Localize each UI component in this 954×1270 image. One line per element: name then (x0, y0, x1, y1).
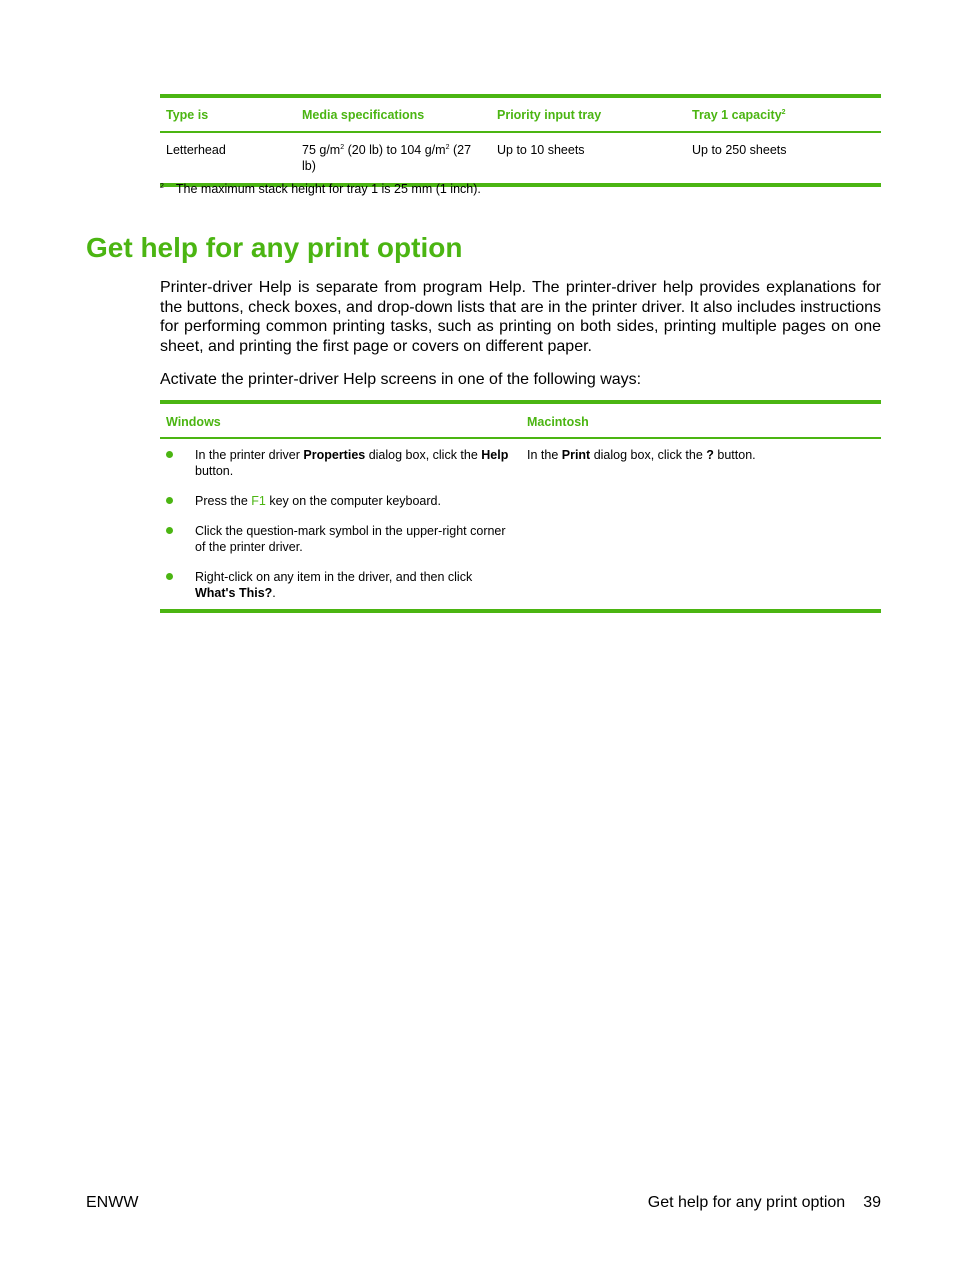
footer-left: ENWW (86, 1194, 139, 1211)
cell-media-spec: 75 $g/m^2$ (20 lb) to 104 $g/m^2$ (27 lb) (302, 143, 472, 173)
list-item: Press the F1 key on the computer keyboard. (166, 493, 515, 509)
section-title: Get help for any print option (86, 232, 463, 263)
bullet-icon (166, 527, 173, 534)
help-table-header (160, 402, 881, 438)
bullet-icon (166, 573, 173, 580)
list-item: Click the question-mark symbol in the upper-right corner of the printer driver. (166, 523, 515, 555)
header-windows: Windows (166, 415, 221, 429)
cell-tray1-capacity: Up to 250 sheets (692, 143, 787, 157)
activate-paragraph: Activate the printer-driver Help screens in one of the following ways: (160, 371, 642, 388)
header-priority-input-tray: Priority input tray (497, 108, 602, 122)
header-media-specifications: Media specifications (302, 108, 425, 122)
help-methods-table (160, 400, 881, 613)
footnote-number: 2 (160, 183, 164, 190)
windows-cell (160, 438, 521, 611)
list-item: Right-click on any item in the driver, and then click What's This?. (166, 569, 515, 601)
media-table (160, 94, 881, 187)
footer-section-title: Get help for any print option (647, 1194, 846, 1211)
list-item: In the printer driver Properties dialog box, click the Help button. (166, 447, 515, 479)
footnote (160, 179, 481, 197)
cell-priority-tray: Up to 10 sheets (497, 143, 585, 157)
windows-bullet-list (166, 447, 515, 601)
table-row (160, 438, 881, 611)
header-tray1-capacity: Tray 1 capacity$^2$ (692, 108, 786, 122)
media-table-header (160, 96, 881, 132)
header-type-is: Type is (166, 108, 209, 122)
intro-paragraph: Printer-driver Help is separate from program Help. The printer-driver help provides explanations for the buttons, check boxes, and drop-down lists that are in the printer driver. It also includes instructions for performing common printing tasks, such as printing on both sides, printing multiple pages on one sheet, and printing the first page or covers on different paper. (160, 279, 881, 355)
page-number: 39 (863, 1194, 881, 1211)
footer-right (648, 1193, 881, 1212)
header-macintosh: Macintosh (527, 415, 589, 429)
footnote-text: The maximum stack height for tray 1 is 25 mm (1 inch). (175, 182, 481, 197)
macintosh-cell: In the Print dialog box, click the ? button. (527, 448, 756, 462)
bullet-icon (166, 497, 173, 504)
cell-type: Letterhead (166, 143, 226, 157)
table-row (160, 132, 881, 185)
key-f1: F1 (251, 494, 266, 508)
bullet-icon (166, 451, 173, 458)
